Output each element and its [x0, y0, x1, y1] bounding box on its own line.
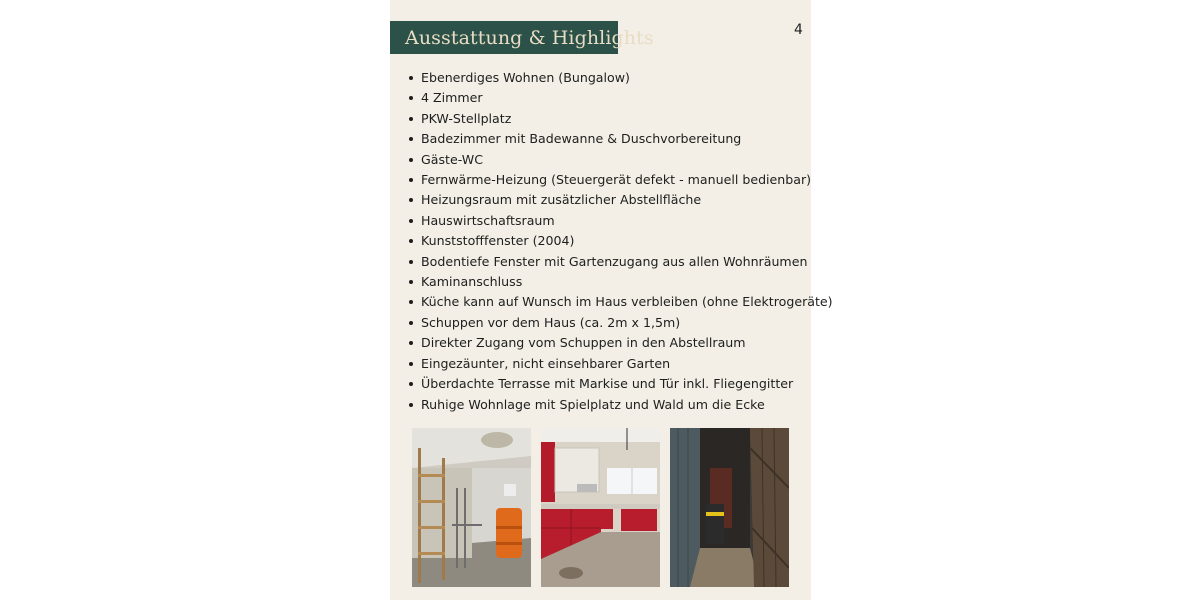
list-item: Heizungsraum mit zusätzlicher Abstellfläche: [421, 190, 811, 210]
list-item: Badezimmer mit Badewanne & Duschvorbereitung: [421, 129, 811, 149]
list-item: 4 Zimmer: [421, 88, 811, 108]
list-item: Küche kann auf Wunsch im Haus verbleiben (ohne Elektrogeräte): [421, 292, 811, 312]
list-item: Hauswirtschaftsraum: [421, 211, 811, 231]
list-item: Direkter Zugang vom Schuppen in den Abstellraum: [421, 333, 811, 353]
feature-list: [390, 68, 833, 415]
section-title: Ausstattung & Highlights: [405, 26, 654, 49]
list-item: Fernwärme-Heizung (Steuergerät defekt - manuell bedienbar): [421, 170, 811, 190]
photo-strip: [412, 428, 790, 587]
list-item: Bodentiefe Fenster mit Gartenzugang aus allen Wohnräumen: [421, 252, 811, 272]
shed-photo: [670, 428, 789, 587]
list-item: Überdachte Terrasse mit Markise und Tür inkl. Fliegengitter: [421, 374, 811, 394]
list-item: Schuppen vor dem Haus (ca. 2m x 1,5m): [421, 313, 811, 333]
list-item: Ebenerdiges Wohnen (Bungalow): [421, 68, 811, 88]
kitchen-photo: [541, 428, 660, 587]
list-item: Kaminanschluss: [421, 272, 811, 292]
list-item: Eingezäunter, nicht einsehbarer Garten: [421, 354, 811, 374]
list-item: PKW-Stellplatz: [421, 109, 811, 129]
page-number: 4: [794, 22, 803, 38]
section-header-bar: [390, 21, 654, 54]
list-item: Kunststofffenster (2004): [421, 231, 811, 251]
list-item: Ruhige Wohnlage mit Spielplatz und Wald um die Ecke: [421, 395, 811, 415]
storage-room-photo: [412, 428, 531, 587]
document-page: [390, 0, 833, 600]
list-item: Gäste-WC: [421, 150, 811, 170]
